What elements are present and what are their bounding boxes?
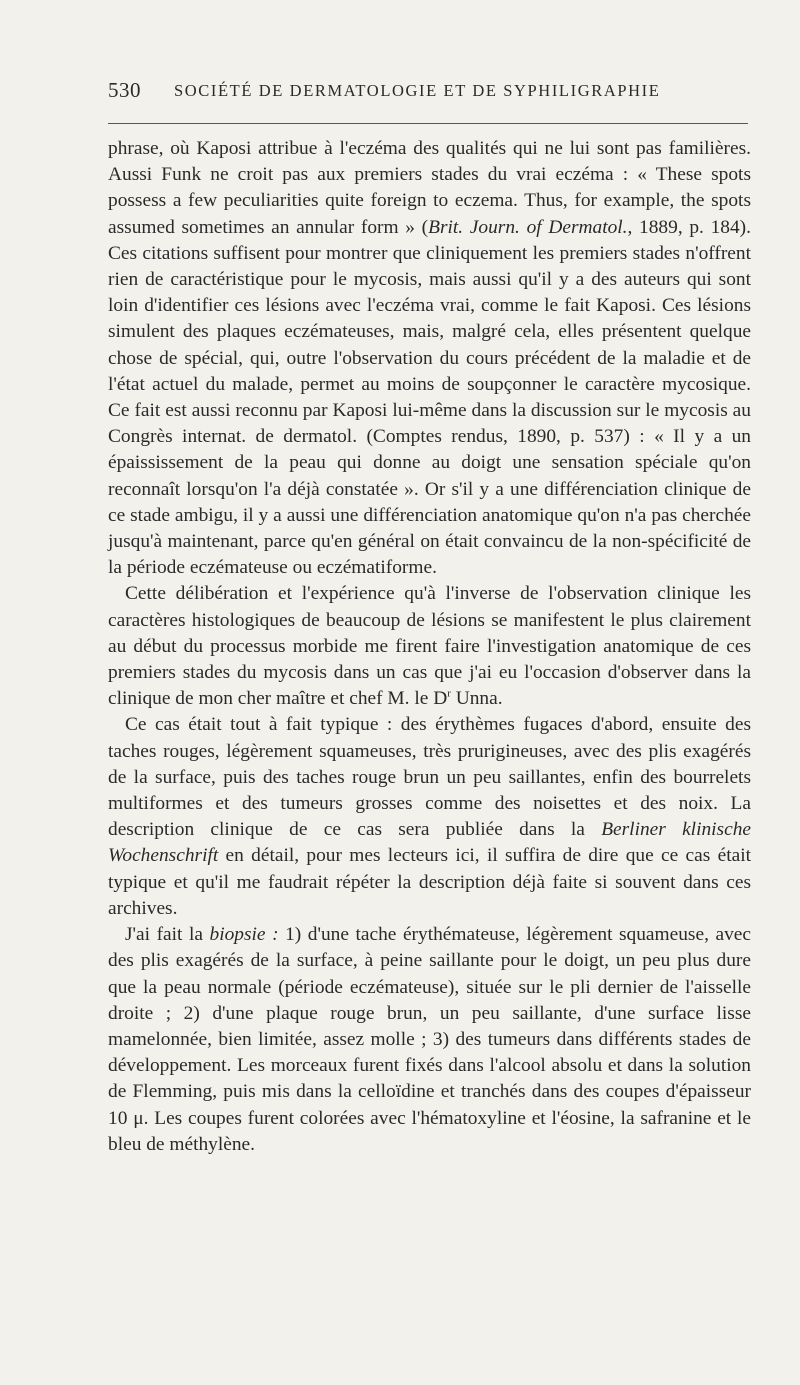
- header-rule: [108, 123, 748, 124]
- biopsie-italic: biopsie :: [209, 924, 279, 946]
- page-header: [108, 78, 748, 110]
- paragraph: Cette délibération et l'expérience qu'à l'inverse de l'observation clinique les caractères histologiques de beaucoup de lésions se manifestent le plus clairement au début du processus morbide me firent faire l'investigation anatomique de ces premiers stades du mycosis dans un cas que j'ai eu l'occasion d'observer dans la clinique de mon cher maître et chef M. le $D^r$ Unna.: [108, 583, 751, 710]
- citation-italic: Brit. Journ. of Dermatol.: [428, 216, 628, 238]
- page-number: 530: [108, 78, 141, 102]
- paragraph: Ce cas était tout à fait typique : des érythèmes fugaces d'abord, ensuite des taches rouges, légèrement squameuses, très prurigineuses, avec des plis exagérés de la surface, puis des taches rouge brun un peu saillantes, enfin des bourrelets multiformes et des tumeurs grosses comme des noisettes et des noix. La description clinique de ce cas sera publiée dans la Berliner klinische Wochenschrift en détail, pour mes lecteurs ici, il suffira de dire que ce cas était typique et qu'il me faudrait répéter la description déjà faite si souvent dans ces archives.: [108, 714, 751, 919]
- body-text: [108, 136, 751, 1158]
- journal-italic: Berliner klinische Wochenschrift: [108, 819, 751, 867]
- running-title: SOCIÉTÉ DE DERMATOLOGIE ET DE SYPHILIGRAPHIE: [174, 81, 661, 100]
- paragraph: phrase, où Kaposi attribue à l'eczéma des qualités qui ne lui sont pas familières. Aussi Funk ne croit pas aux premiers stades du vrai eczéma : « These spots possess a few peculiarities quite foreign to eczema. Thus, for example, the spots assumed sometimes an annular form » (Brit. Journ. of Dermatol., 1889, p. 184). Ces citations suffisent pour montrer que cliniquement les premiers stades n'offrent rien de caractéristique pour le mycosis, mais aussi qu'il y a des auteurs qui sont loin d'identifier ces lésions avec l'eczéma vrai, comme le fait Kaposi. Ces lésions simulent des plaques eczémateuses, mais, malgré cela, elles présentent quelque chose de spécial, qui, outre l'observation du cours précédent de la maladie et de l'état actuel du malade, permet au moins de soupçonner le caractère mycosique. Ce fait est aussi reconnu par Kaposi lui-même dans la discussion sur le mycosis au Congrès internat. de dermatol. (Comptes rendus, 1890, p. 537) : « Il y a un épaississement de la peau qui donne au doigt une sensation spéciale qu'on reconnaît lorsqu'on l'a déjà constatée ». Or s'il y a une différenciation clinique de ce stade ambigu, il y a aussi une différenciation anatomique qu'on n'a pas cherchée jusqu'à maintenant, parce qu'en général on était convaincu de la non-spécificité de la période eczémateuse ou eczématiforme.: [108, 138, 751, 579]
- paragraph: J'ai fait la biopsie : 1) d'une tache érythémateuse, légèrement squameuse, avec des plis exagérés de la surface, à peine saillante pour le doigt, un peu plus dure que la peau normale (période eczémateuse), située sur le pli dernier de l'aisselle droite ; 2) d'une plaque rouge brun, un peu saillante, d'une surface lisse mamelonnée, bien limitée, assez molle ; 3) des tumeurs dans différents stades de développement. Les morceaux furent fixés dans l'alcool absolu et dans la solution de Flemming, puis mis dans la celloïdine et tranchés dans des coupes d'épaisseur 10 μ. Les coupes furent colorées avec l'hématoxyline et l'éosine, la safranine et le bleu de méthylène.: [108, 924, 751, 1155]
